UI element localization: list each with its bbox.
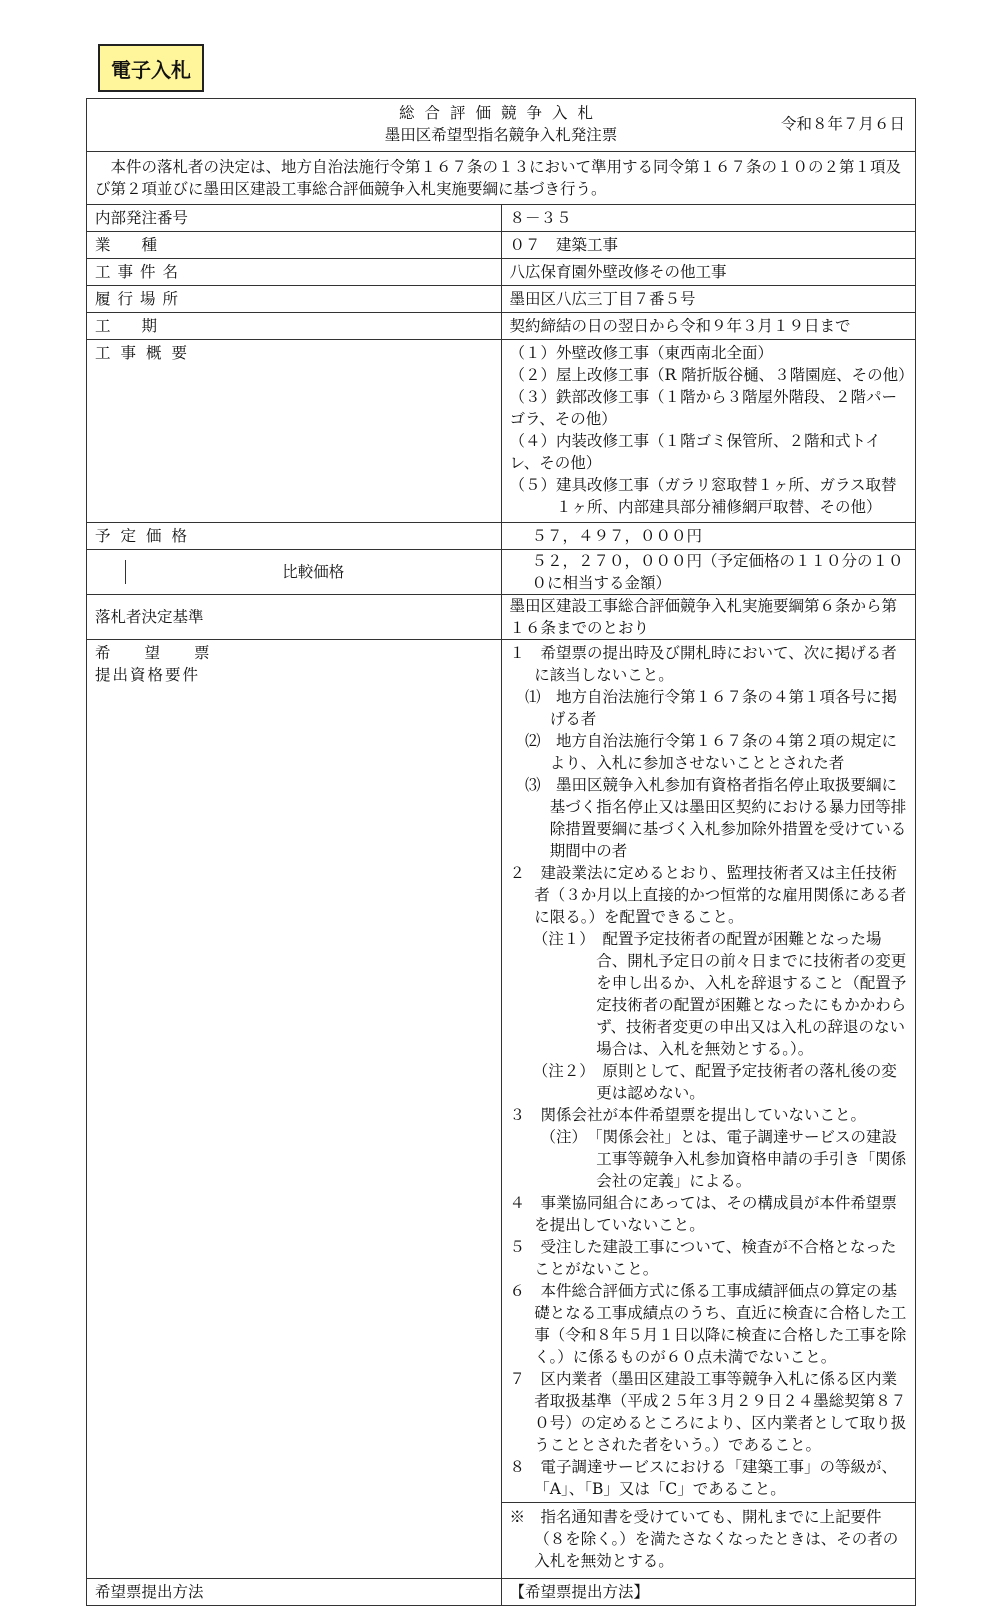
requirement-1b: ⑵ 地方自治法施行令第１６７条の４第２項の規定により、入札に参加させないこととされた者 — [525, 732, 898, 772]
header-cell — [87, 99, 916, 152]
qualification-label: 希望票 提出資格要件 — [87, 640, 502, 1579]
title-line1: 総合評価競争入札 — [398, 104, 603, 122]
criteria-label: 落札者決定基準 — [87, 595, 502, 640]
requirement-2-note1: （注１） 配置予定技術者の配置が困難となった場合、開札予定日の前々日までに技術者の変更を申し出るか、入札を辞退すること（配置予定技術者の配置が困難となったにもかかわらず、技術者変更の申出又は入札の辞退のない場合は、入札を無効とする。）。 — [532, 930, 907, 1058]
period-label: 工 期 — [87, 313, 502, 340]
requirement-6: ６ 本件総合評価方式に係る工事成績評価点の算定の基礎となる工事成績点のうち、直近に検査に合格した工事（令和８年５月１日以降に検査に合格した工事を除く。）に係るものが６０点未満でないこと。 — [509, 1282, 907, 1366]
project-label: 工事件名 — [87, 259, 502, 286]
order-no-label: 内部発注番号 — [87, 205, 502, 232]
outline-item: （５）建具改修工事（ガラリ窓取替１ヶ所、ガラス取替１ヶ所、内部建具部分補修網戸取替、その他） — [509, 476, 897, 516]
method-label: 希望票提出方法 — [87, 1579, 502, 1606]
requirement-8: ８ 電子調達サービスにおける「建築工事」の等級が、「A」、「B」又は「C」であること。 — [509, 1458, 898, 1498]
requirement-3: ３ 関係会社が本件希望票を提出していないこと。 — [509, 1106, 867, 1124]
requirement-2: ２ 建設業法に定めるとおり、監理技術者又は主任技術者（３か月以上直接的かつ恒常的な雇用関係にある者に限る。）を配置できること。 — [509, 864, 907, 926]
intro-text: 本件の落札者の決定は、地方自治法施行令第１６７条の１３において準用する同令第１６７条の１０の２第１項及び第２項並びに墨田区建設工事総合評価競争入札実施要綱に基づき行う。 — [87, 152, 916, 205]
outline-item: （４）内装改修工事（１階ゴミ保管所、２階和式トイレ、その他） — [509, 432, 881, 472]
qualification-value — [501, 640, 916, 1503]
period-value: 契約締結の日の翌日から令和９年３月１９日まで — [501, 313, 916, 340]
industry-value: ０７ 建築工事 — [501, 232, 916, 259]
outline-label: 工事概要 — [87, 340, 502, 523]
outline-item: （１）外壁改修工事（東西南北全面） — [509, 344, 774, 362]
requirement-1: １ 希望票の提出時及び開札時において、次に掲げる者に該当しないこと。 — [509, 644, 897, 684]
requirement-7: ７ 区内業者（墨田区建設工事等競争入札に係る区内業者取扱基準（平成２５年３月２９日２４墨総契第８７０号）の定めるところにより、区内業者として取り扱うこととされた者をいう。）であること。 — [509, 1370, 907, 1454]
compare-value: ５２，２７０，０００円（予定価格の１１０分の１００に相当する金額） — [501, 550, 916, 595]
qualification-note: ※ 指名通知書を受けていても、開札までに上記要件（８を除く。）を満たさなくなったときは、その者の入札を無効とする。 — [501, 1503, 916, 1579]
requirement-2-note2: （注２） 原則として、配置予定技術者の落札後の変更は認めない。 — [532, 1062, 897, 1102]
location-label: 履行場所 — [87, 286, 502, 313]
price-label: 予定価格 — [87, 523, 502, 550]
requirement-5: ５ 受注した建設工事について、検査が不合格となったことがないこと。 — [509, 1238, 897, 1278]
price-value: ５７，４９７，０００円 — [501, 523, 916, 550]
outline-item: （２）屋上改修工事（R 階折版谷樋、３階園庭、その他） — [509, 366, 914, 384]
outline-item: （３）鉄部改修工事（１階から３階屋外階段、２階パーゴラ、その他） — [509, 388, 898, 428]
industry-label: 業 種 — [87, 232, 502, 259]
compare-label: 比較価格 — [87, 550, 502, 595]
order-no-value: ８－３５ — [501, 205, 916, 232]
bid-order-table — [86, 98, 916, 1606]
title-line2: 墨田区希望型指名競争入札発注票 — [384, 126, 618, 144]
location-value: 墨田区八広三丁目７番５号 — [501, 286, 916, 313]
project-value: 八広保育園外壁改修その他工事 — [501, 259, 916, 286]
issue-date: 令和８年７月６日 — [780, 115, 905, 133]
method-value: 【希望票提出方法】 — [501, 1579, 916, 1606]
outline-value — [501, 340, 916, 523]
electronic-bid-badge: 電子入札 — [98, 44, 204, 92]
requirement-1a: ⑴ 地方自治法施行令第１６７条の４第１項各号に掲げる者 — [525, 688, 898, 728]
requirement-3-note: （注） 「関係会社」とは、電子調達サービスの建設工事等競争入札参加資格申請の手引き「関係会社の定義」による。 — [540, 1128, 907, 1190]
criteria-value: 墨田区建設工事総合評価競争入札実施要綱第６条から第１６条までのとおり — [501, 595, 916, 640]
requirement-4: ４ 事業協同組合にあっては、その構成員が本件希望票を提出していないこと。 — [509, 1194, 897, 1234]
requirement-1c: ⑶ 墨田区競争入札参加有資格者指名停止取扱要綱に基づく指名停止又は墨田区契約における暴力団等排除措置要綱に基づく入札参加除外措置を受けている期間中の者 — [525, 776, 907, 860]
